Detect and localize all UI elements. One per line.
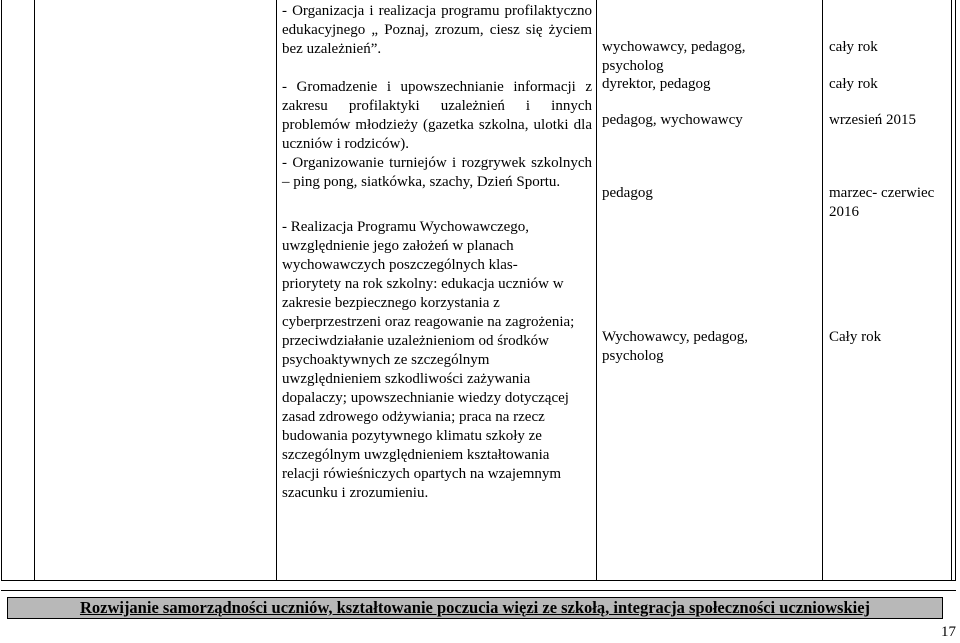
responsible-item: wychowawcy, pedagog, psycholog bbox=[602, 39, 746, 74]
date-item: cały rok bbox=[829, 76, 878, 92]
program-line: wychowawczych poszczególnych klas- bbox=[282, 257, 518, 273]
activity-item: - Organizowanie turniejów i rozgrywek szkolnych – ping pong, siatkówka, szachy, Dzień Sportu. bbox=[282, 155, 592, 190]
activities-cell bbox=[282, 2, 592, 192]
program-line: uwzględnieniem szkodliwości zażywania bbox=[282, 371, 531, 387]
program-line: budowania pozytywnego klimatu szkoły ze bbox=[282, 428, 542, 444]
responsible-item: pedagog bbox=[602, 185, 653, 201]
program-line: zasad zdrowego odżywiania; praca na rzecz bbox=[282, 409, 545, 425]
program-line: cyberprzestrzeni oraz reagowanie na zagrożenia; bbox=[282, 314, 575, 330]
program-line: szczególnym uwzględnieniem kształtowania bbox=[282, 447, 550, 463]
program-line: szacunku i zrozumieniu. bbox=[282, 485, 429, 501]
program-line: priorytety na rok szkolny: edukacja uczniów w bbox=[282, 276, 564, 292]
program-line: uwzględnienie jego założeń w planach bbox=[282, 238, 514, 254]
column-divider bbox=[596, 0, 597, 581]
responsible-item: Wychowawcy, pedagog, psycholog bbox=[602, 329, 748, 364]
activity-item: - Gromadzenie i upowszechnianie informacji z zakresu profilaktyki uzależnień i innych problemów młodzieży (gazetka szkolna, ulotki dla uczniów i rodziców). bbox=[282, 79, 592, 152]
program-line: relacji rówieśniczych opartych na wzajemnym bbox=[282, 466, 562, 482]
table-bottom-rule bbox=[1, 590, 956, 591]
column-divider bbox=[276, 0, 277, 581]
date-item: Cały rok bbox=[829, 329, 882, 345]
column-divider bbox=[951, 0, 952, 581]
section-heading: Rozwijanie samorządności uczniów, kształtowanie poczucia więzi ze szkołą, integracja społeczności uczniowskiej bbox=[7, 597, 943, 619]
responsible-item: dyrektor, pedagog bbox=[602, 76, 711, 92]
responsible-item: pedagog, wychowawcy bbox=[602, 112, 743, 128]
page-number: 17 bbox=[941, 624, 956, 640]
program-line: - Realizacja Programu Wychowawczego, bbox=[282, 219, 530, 235]
program-line: zakresie bezpiecznego korzystania z bbox=[282, 295, 500, 311]
date-item: cały rok bbox=[829, 39, 878, 55]
activity-item: - Organizacja i realizacja programu profilaktyczno edukacyjnego „ Poznaj, zrozum, ciesz się życiem bez uzależnień”. bbox=[282, 3, 592, 57]
program-line: przeciwdziałanie uzależnieniom od środków bbox=[282, 333, 549, 349]
activity-program-block bbox=[282, 218, 594, 503]
column-divider bbox=[822, 0, 823, 581]
program-line: dopalaczy; upowszechnianie wiedzy dotyczącej bbox=[282, 390, 569, 406]
program-line: psychoaktywnych ze szczególnym bbox=[282, 352, 490, 368]
column-divider bbox=[34, 0, 35, 581]
date-item: wrzesień 2015 bbox=[829, 112, 917, 128]
date-item: marzec- czerwiec 2016 bbox=[829, 185, 935, 220]
